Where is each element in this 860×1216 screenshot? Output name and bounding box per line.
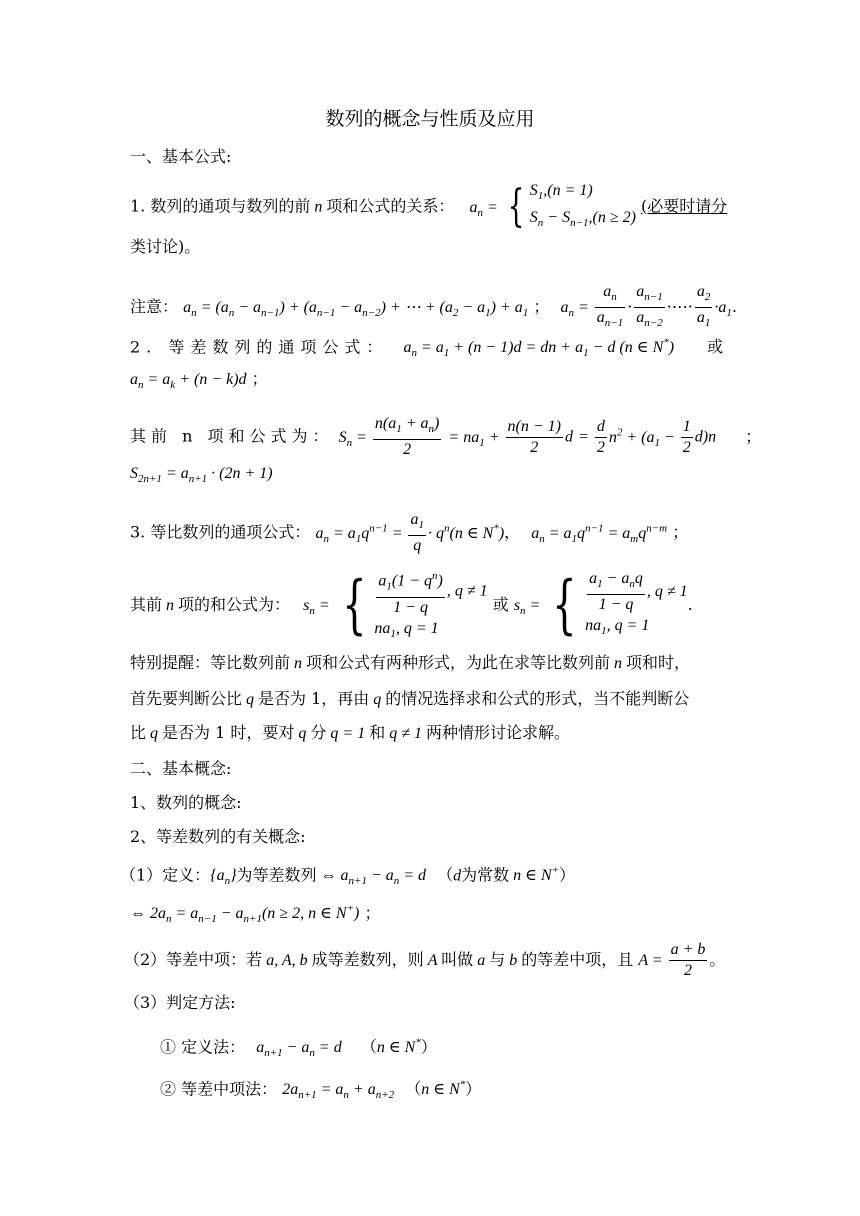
page-title: 数列的概念与性质及应用 (325, 108, 535, 130)
section-heading-concepts: 二、基本概念: (130, 759, 232, 778)
concept-2: 2、等差数列的有关概念: (130, 827, 306, 846)
formula-item-3: 3. 等比数列的通项公式： $a_n = a_1q^{n-1}$ = $\frac{a_1}{q}$ · $q^n(n$ ∈ N*)， $a_n = a_1q^{n-1} = a_mq^{n-m}$ ； (130, 511, 689, 555)
method-definition: ① 定义法： $a_{n+1} - a_n = d$ （n ∈ N*） (160, 1037, 437, 1060)
reminder-line-3: 比 q 是否为 1 时，要对 q 分 q = 1 和 q ≠ 1 两种情形讨论求解。 (130, 723, 570, 742)
note-text-cont: 类讨论)。 (130, 237, 201, 256)
definition-line: （1）定义：$\{a_n\}$为等差数列 ⇔ $a_{n+1} - a_n = d$ （d为常数 n ∈ N+） (120, 865, 576, 888)
formula-item-1: 1. 数列的通项与数列的前 n 项和公式的关系： $a_n$ = { $S_1,(n = 1)$ $S_n - S_{n-1},(n \ge 2)$ (必要时请分 (130, 181, 728, 233)
section-heading-basic-formulas: 一、基本公式: (130, 147, 232, 166)
formula-item-2: 2. 等差数列的通项公式： $a_n = a_1 + (n - 1)d$ = dn + $a_1 - d$ (n ∈ N*) 或 (130, 337, 724, 360)
note-line: 注意： $a_n = (a_n - a_{n-1}) + (a_{n-1} - a_{n-2})$ + ⋯ + $(a_2 - a_1) + a_1$ ； $a_n$ = $\frac{a_n}{a_{n-1}}$ · $\frac{a_{n-1}}{a_{n-2}}$ ·⋯· $\frac{a_2}{a_1}$ $\cdot a_1$. (130, 283, 737, 330)
note-text: (必要时请分 (641, 196, 728, 216)
method-middle-term: ② 等差中项法： $2a_{n+1} = a_n + a_{n+2}$ （n ∈ N*） (160, 1079, 482, 1102)
middle-term-line: （2）等差中项：若 a, A, b 成等差数列，则 A 叫做 a 与 b 的等差中项，且 A = $\frac{a + b}{2}$ 。 (124, 941, 726, 979)
formula-sum-arith: 其前 n 项和公式为： $S_n$ = $\frac{n(a_1 + a_n)}{2}$ = $na_1$ + $\frac{n(n - 1)}{2}$ d = $\frac{d}{2}$ $n^2 + (a_1$ − $\frac{1}{2}$ d)n ； (130, 415, 762, 459)
formula-sum-odd: $S_{2n+1} = a_{n+1} \cdot (2n + 1)$ (130, 465, 273, 486)
definition-equivalent: ⇔ $2a_n = a_{n-1} - a_{n+1}(n \ge 2$, n ∈ N+) ； (130, 903, 381, 926)
judge-heading: （3）判定方法: (124, 993, 236, 1012)
reminder-line-2: 首先要判断公比 q 是否为 1，再由 q 的情况选择求和公式的形式，当不能判断公 (130, 689, 690, 708)
formula-sum-geo: 其前 n 项的和公式为： $s_n$ = { $\frac{a_1(1 - q^n)}{1 - q}$ , q ≠ 1 $na_1$, q = 1 或 $s_n$ = { $\frac{a_1 - a_nq}{1 - q}$ , q ≠ 1 $na_1$, q = 1 . (130, 566, 693, 645)
reminder-line-1: 特别提醒：等比数列前 n 项和公式有两种形式，为此在求等比数列前 n 项和时， (130, 653, 691, 672)
concept-1: 1、数列的概念: (130, 793, 242, 812)
formula-item-2b: $a_n = a_k + (n - k)d$ ； (130, 369, 268, 392)
